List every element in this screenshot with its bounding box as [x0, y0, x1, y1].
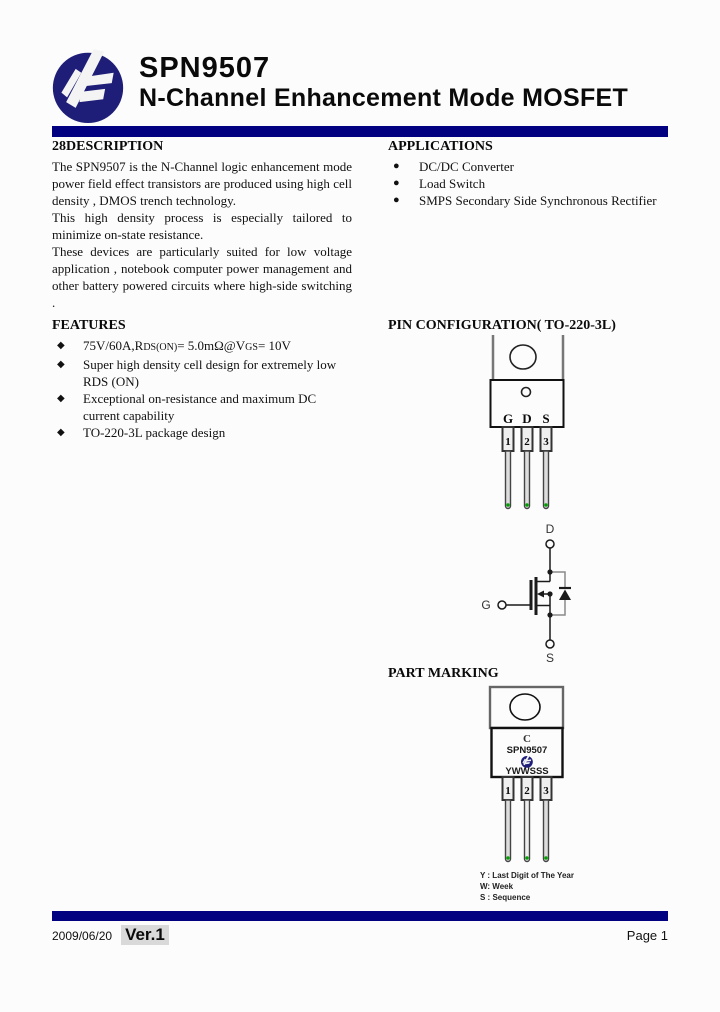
version-badge: Ver.1: [121, 925, 169, 945]
pin-number: 3: [543, 436, 549, 448]
pin-leg: [506, 451, 511, 509]
feature-item: [52, 337, 354, 356]
mosfet-symbol-diagram: [462, 520, 602, 670]
revision-date: 2009/06/20: [52, 929, 113, 943]
diamond-bullet-icon: ◆: [57, 393, 65, 404]
mounting-hole-icon: [510, 694, 540, 720]
description-section: [52, 139, 352, 311]
description-paragraph: The SPN9507 is the N-Channel logic enhancement mode power field effect transistors are produced using high cell density , DMOS trench technology.: [52, 159, 352, 208]
application-item: [388, 175, 670, 192]
pin-label-gate: G: [502, 411, 514, 426]
feature-text-part: = 10V: [257, 338, 291, 353]
part-marking-heading: PART MARKING: [388, 666, 499, 681]
part-number-title: SPN9507: [139, 52, 271, 84]
device-type-title: N-Channel Enhancement Mode MOSFET: [139, 84, 629, 112]
pin-tip-dot: [506, 503, 509, 506]
pin-tip-dot: [544, 856, 547, 859]
pin-leg: [544, 451, 549, 509]
feature-item: [52, 390, 354, 424]
pin-tip-dot: [525, 856, 528, 859]
pin-leg: [506, 800, 511, 862]
feature-text: Exceptional on-resistance and maximum DC current capability: [83, 391, 317, 423]
description-paragraph: This high density process is especially tailored to minimize on-state resistance.: [52, 210, 352, 242]
pin-number: 1: [505, 785, 511, 797]
diamond-bullet-icon: ◆: [57, 359, 65, 370]
application-item: [388, 192, 670, 209]
feature-text-part: = 5.0mΩ@V: [177, 338, 246, 353]
legend-line: S : Sequence: [480, 893, 531, 902]
terminal-label-source: S: [545, 651, 555, 665]
application-item: [388, 158, 670, 175]
description-heading: 28DESCRIPTION: [52, 139, 164, 154]
legend-line: W: Week: [480, 882, 514, 891]
round-bullet-icon: ●: [393, 194, 400, 206]
pin-leg: [544, 800, 549, 862]
pin-leg: [525, 800, 530, 862]
description-paragraph: These devices are particularly suited for low voltage application , notebook computer power management and other battery powered circuits where high-side switching .: [52, 244, 352, 310]
feature-text: TO-220-3L package design: [83, 425, 226, 440]
part-marking-section: [388, 666, 670, 911]
diode-triangle-icon: [559, 590, 571, 601]
pin-configuration-section: [388, 318, 670, 528]
page-number: Page 1: [626, 928, 668, 943]
pin-number: 2: [524, 785, 530, 797]
to220-package-diagram: [452, 335, 602, 515]
applications-heading: APPLICATIONS: [388, 139, 493, 154]
feature-text: [83, 337, 354, 356]
pin-label-source: S: [542, 411, 550, 426]
application-text: SMPS Secondary Side Synchronous Rectifier: [419, 193, 657, 208]
feature-text-subscript: GS: [245, 342, 258, 353]
marking-date-code: YWWSSS: [505, 766, 549, 777]
pin-number: 2: [524, 436, 530, 448]
pin-leg: [525, 451, 530, 509]
feature-text-part: 75V/60A,R: [83, 338, 144, 353]
marking-logo-letter: C: [523, 733, 531, 745]
diamond-bullet-icon: ◆: [57, 340, 65, 351]
round-bullet-icon: ●: [393, 160, 400, 172]
features-heading: FEATURES: [52, 318, 126, 333]
pin-tip-dot: [525, 503, 528, 506]
legend-line: Y : Last Digit of The Year: [480, 871, 574, 880]
application-text: Load Switch: [419, 176, 486, 191]
terminal-label-gate: G: [481, 598, 491, 612]
part-marking-package-diagram: [452, 684, 602, 869]
pin-tip-dot: [544, 503, 547, 506]
marking-part-number: SPN9507: [506, 745, 548, 756]
marking-legend: [480, 870, 574, 903]
body-hole-icon: [522, 388, 531, 397]
mounting-hole-icon: [510, 345, 536, 369]
pin-configuration-heading: PIN CONFIGURATION( TO-220-3L): [388, 318, 616, 333]
header-divider: [52, 126, 668, 137]
application-text: DC/DC Converter: [419, 159, 514, 174]
pin-label-drain: D: [522, 411, 532, 426]
features-section: [52, 318, 354, 441]
pin-tip-dot: [506, 856, 509, 859]
diamond-bullet-icon: ◆: [57, 427, 65, 438]
mosfet-arrow-icon: [537, 591, 544, 598]
pin-number: 1: [505, 436, 511, 448]
footer-divider: [52, 911, 668, 921]
feature-item: [52, 424, 354, 441]
company-logo-icon: [50, 47, 126, 125]
footer: [52, 925, 668, 945]
feature-item: [52, 356, 354, 390]
feature-text: Super high density cell design for extremely low RDS (ON): [83, 357, 337, 389]
terminal-label-drain: D: [545, 522, 555, 536]
round-bullet-icon: ●: [393, 177, 400, 189]
feature-text-subscript: DS(ON): [143, 342, 178, 353]
applications-section: [388, 139, 670, 209]
pin-number: 3: [543, 785, 549, 797]
header-title-block: [139, 52, 628, 113]
